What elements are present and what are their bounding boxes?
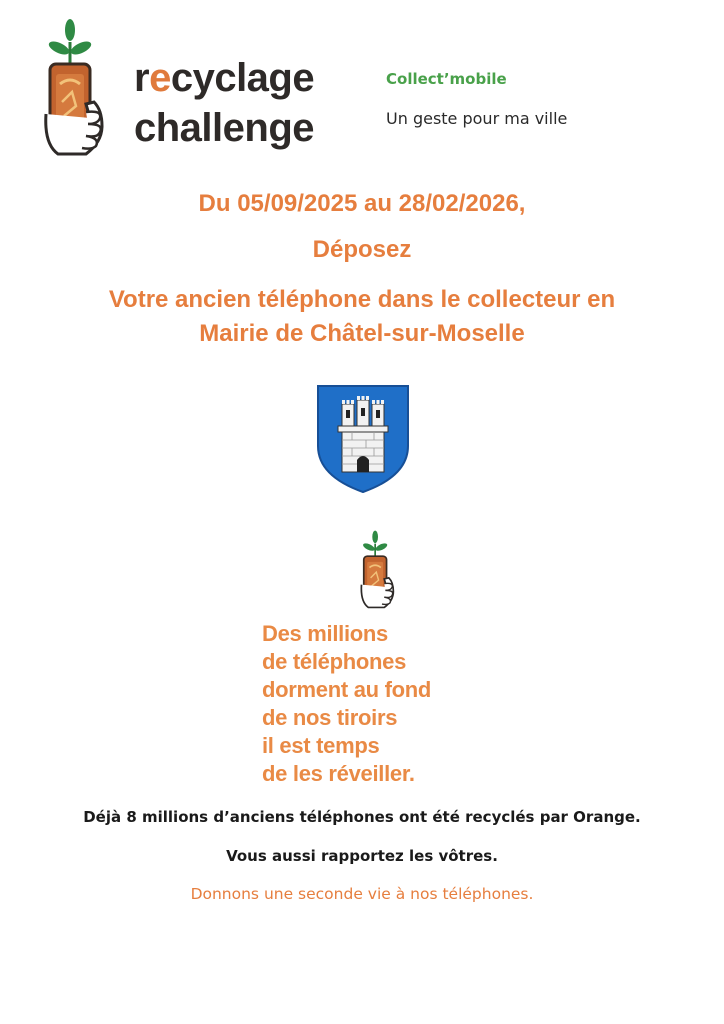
small-hand-phone-plant-icon (358, 530, 398, 612)
brand-title-challenge: challenge (134, 106, 315, 150)
slogan-line: dorment au fond (262, 677, 432, 702)
brand-title-recyclage (134, 58, 314, 98)
headline-phone-collector: Votre ancien téléphone dans le collecteur en (108, 286, 616, 313)
tagline-collect-mobile: Collect’mobile (386, 70, 507, 88)
brand-title-r: r (134, 56, 150, 100)
brand-title-cyclage: cyclage (170, 56, 315, 100)
slogan-line: de téléphones (262, 649, 407, 674)
slogan-block (262, 620, 431, 788)
recycled-count-text: Déjà 8 millions d’anciens téléphones ont été recyclés par Orange. (83, 808, 641, 826)
headline-deposez: Déposez (312, 236, 412, 263)
slogan-line: de les réveiller. (262, 761, 415, 786)
headline-dates: Du 05/09/2025 au 28/02/2026, (198, 190, 526, 217)
slogan-line: il est temps (262, 733, 380, 758)
castle-shield-icon (316, 384, 410, 494)
tagline-geste-ville: Un geste pour ma ville (386, 109, 568, 128)
bring-yours-text: Vous aussi rapportez les vôtres. (226, 847, 498, 865)
hand-phone-plant-logo-icon (42, 18, 108, 162)
slogan-line: Des millions (262, 621, 388, 646)
slogan-line: de nos tiroirs (262, 705, 398, 730)
headline-mairie: Mairie de Châtel-sur-Moselle (199, 320, 525, 347)
second-life-text: Donnons une seconde vie à nos téléphones. (190, 885, 534, 903)
brand-title-e: e (149, 56, 171, 100)
